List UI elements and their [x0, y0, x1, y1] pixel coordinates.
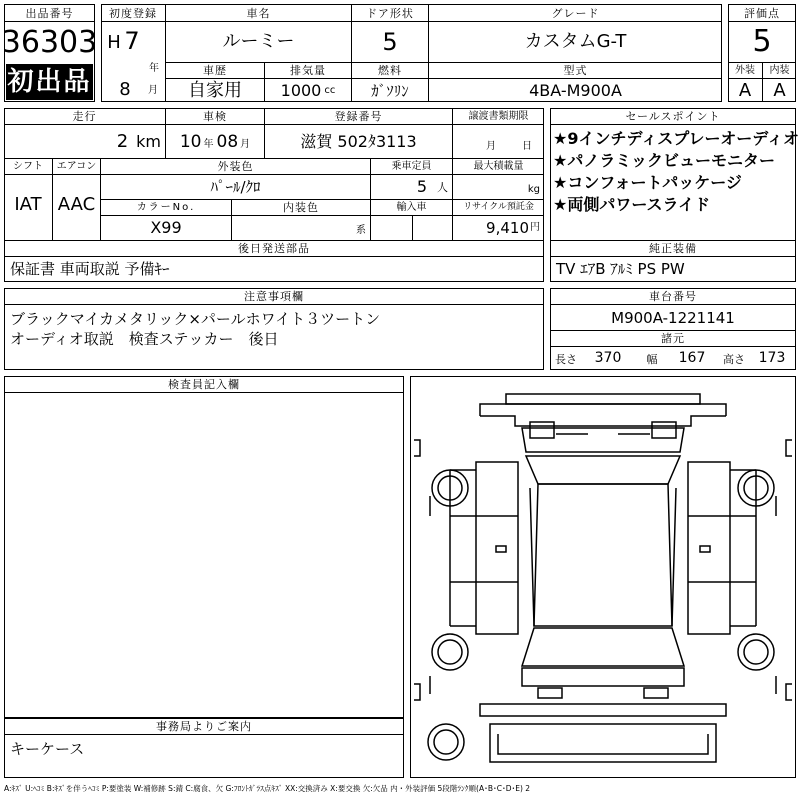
ext-color-label: 外装色: [217, 160, 254, 173]
reg-month: 8: [119, 79, 131, 100]
chassis-label: 車台番号: [649, 290, 697, 303]
ext-grade: A: [738, 80, 752, 101]
max-load-label: 最大積載量: [473, 160, 524, 172]
sales-point: ★両側パワースライド: [553, 195, 711, 214]
sales-point: ★9インチディスプレーオーディオ: [553, 129, 799, 148]
color-no-value: X99: [150, 218, 182, 237]
reg-year-unit: 年: [149, 63, 159, 74]
mileage-unit: km: [136, 132, 161, 151]
plate-label: 登録番号: [334, 110, 383, 123]
later-parts-value: 保証書 車両取説 予備ｷｰ: [10, 259, 170, 278]
inspector-box: [4, 376, 404, 718]
spec-height: 173: [758, 350, 786, 366]
door-label: ドア形状: [366, 6, 414, 20]
inspection-year: 10: [179, 131, 202, 152]
later-parts-label: 後日発送部品: [238, 242, 310, 255]
first-reg-label: 初度登録: [109, 6, 157, 20]
spec-length: 370: [594, 350, 622, 366]
notes-label: 注意事項欄: [244, 290, 304, 303]
int-color-label: 内装色: [283, 201, 319, 214]
aircon-value: AAC: [57, 194, 96, 215]
inspection-year-unit: 年: [203, 139, 214, 150]
displacement-unit: cc: [324, 85, 336, 96]
transfer-month-unit: 月: [486, 141, 496, 152]
lot-label: 出品番号: [25, 6, 74, 20]
door-value: 5: [382, 28, 398, 56]
sales-point: ★パノラミックビューモニター: [553, 151, 776, 170]
score-label: 評価点: [744, 6, 780, 20]
recycle-label: リサイクル預託金: [463, 202, 534, 212]
ext-label: 外装: [735, 64, 755, 76]
capacity-value: [371, 176, 452, 198]
shift-label: シフト: [13, 160, 43, 172]
office-value: キーケース: [10, 739, 85, 758]
model-value: 4BA-M900A: [529, 81, 622, 100]
transfer-day-unit: 日: [522, 141, 532, 152]
fuel-value: ｶﾞｿﾘﾝ: [371, 81, 409, 100]
spec-length-label: 長さ: [555, 352, 577, 366]
equipment-label: 純正装備: [649, 242, 697, 255]
reg-month-unit: 月: [148, 85, 158, 96]
model-label: 型式: [563, 64, 588, 77]
capacity-number: 5: [416, 177, 427, 196]
inspection-value: [166, 128, 264, 156]
inspector-label: 検査員記入欄: [168, 378, 240, 391]
shift-value: IAT: [14, 194, 42, 215]
inspection-month-unit: 月: [240, 139, 251, 150]
int-color-unit: 系: [356, 225, 366, 236]
recycle-unit: 円: [530, 222, 540, 233]
max-load-unit: kg: [527, 184, 540, 195]
lot-number: 36303: [1, 25, 98, 60]
equipment-value: TV ｴｱB ｱﾙﾐ PS PW: [556, 259, 685, 278]
history-label: 車歴: [203, 64, 227, 77]
displacement-number: 1000: [280, 81, 322, 100]
mileage-value: [4, 128, 165, 156]
reg-year: 7: [124, 27, 140, 55]
color-no-label: カラーNo.: [136, 201, 196, 213]
score-value: 5: [752, 24, 772, 59]
office-label: 事務局よりご案内: [156, 720, 252, 733]
spec-width: 167: [678, 350, 706, 366]
displacement-value: [265, 80, 351, 102]
capacity-unit: 人: [437, 180, 448, 194]
specs-label: 諸元: [661, 332, 685, 345]
recycle-number: 9,410: [486, 218, 529, 237]
capacity-label: 乗車定員: [391, 160, 432, 172]
transfer-label: 譲渡書類期限: [468, 110, 529, 122]
spec-height-label: 高さ: [723, 352, 745, 366]
fuel-label: 燃料: [378, 64, 402, 77]
car-name-label: 車名: [246, 6, 271, 20]
int-grade: A: [773, 80, 786, 101]
import-label: 輸入車: [396, 201, 427, 213]
inspection-label: 車検: [203, 110, 227, 123]
first-listing-badge: 初出品: [6, 64, 93, 100]
plate-value: 滋賀 502ﾀ3113: [300, 132, 417, 151]
notes-line: ブラックマイカメタリック×パールホワイト３ツートン: [10, 309, 381, 328]
ext-color-value: ﾊﾟｰﾙ/ｸﾛ: [210, 177, 261, 196]
inspection-month: 08: [216, 131, 239, 152]
aircon-label: エアコン: [56, 160, 97, 172]
reg-era: H: [107, 32, 121, 53]
spec-width-label: 幅: [646, 352, 658, 366]
int-label: 内装: [769, 64, 790, 76]
displacement-label: 排気量: [290, 64, 326, 77]
mileage-number: 2: [116, 131, 129, 152]
recycle-value: [453, 217, 544, 239]
grade-label: グレード: [551, 6, 600, 20]
grade-value: カスタムG-T: [524, 31, 627, 52]
mileage-label: 走行: [72, 110, 97, 123]
history-value: 自家用: [188, 80, 242, 101]
car-name: ルーミー: [222, 31, 295, 52]
sales-points-label: セールスポイント: [625, 110, 721, 123]
notes-line: オーディオ取説 検査ステッカー 後日: [10, 329, 279, 348]
damage-legend: A:ｷｽﾞ U:ﾍｺﾐ B:ｷｽﾞを伴うﾍｺﾐ P:要塗装 W:補修跡 S:錆 C:腐食、欠 G:ﾌﾛﾝﾄｶﾞﾗｽ点ｷｽﾞ XX:交換済み X:要交換 欠:欠品 内・外装評価 5段階ﾗﾝｸ順(A･B･C･D･E) 2: [4, 784, 531, 794]
sales-point: ★コンフォートパッケージ: [553, 173, 742, 192]
chassis-value: M900A-1221141: [611, 308, 735, 327]
car-body-diagram: [410, 376, 796, 778]
